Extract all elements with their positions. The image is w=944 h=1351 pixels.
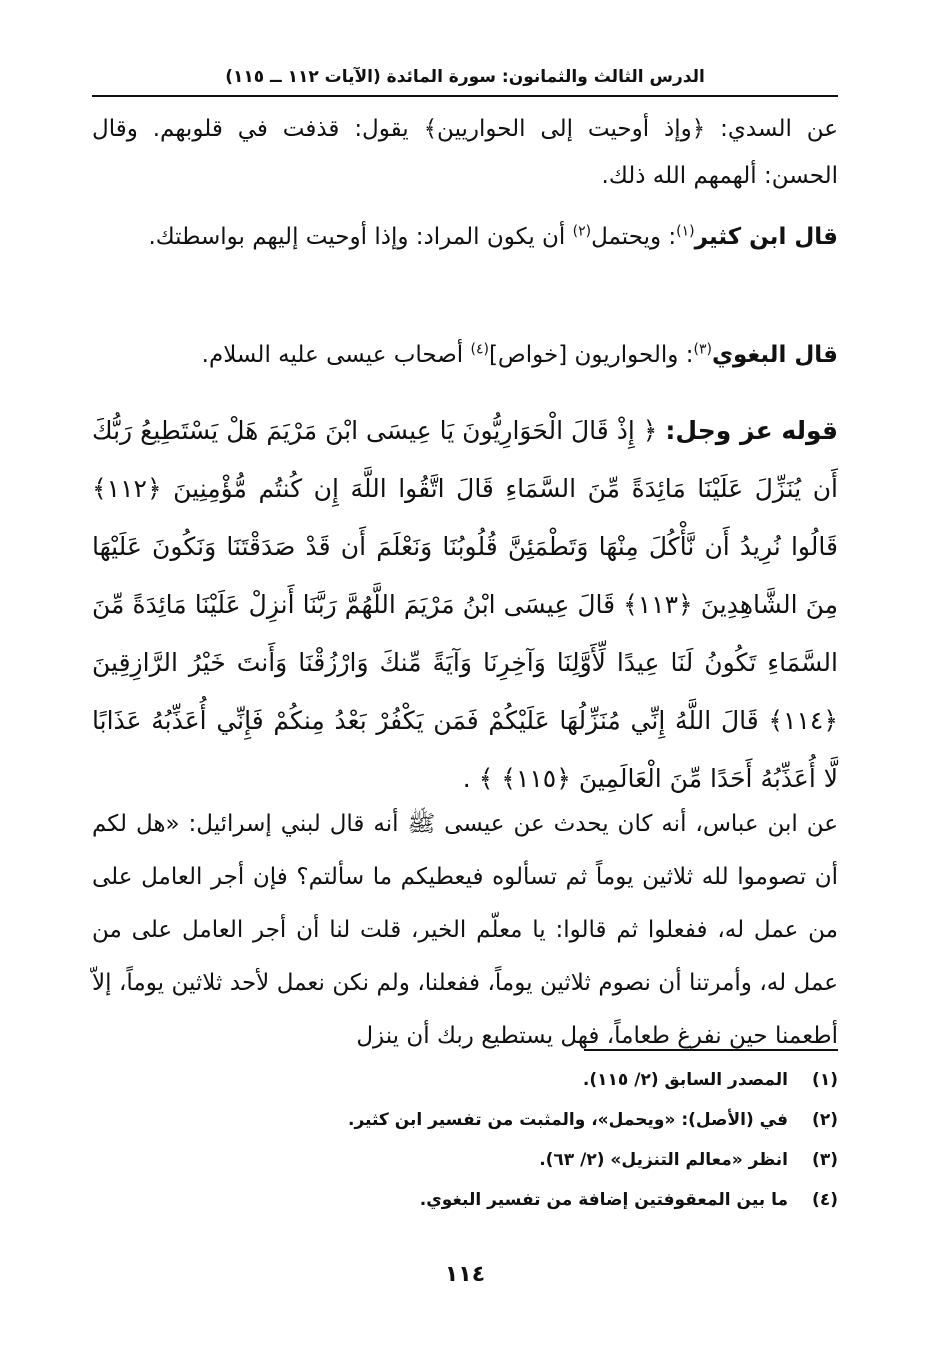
footnote-ref-3[interactable]: (٣) <box>693 341 712 358</box>
quran-verses: ﴿ إِذْ قَالَ الْحَوَارِيُّونَ يَا عِيسَى ابْنَ مَرْيَمَ هَلْ يَسْتَطِيعُ رَبُّكَ أَن يُنَزِّلَ عَلَيْنَا مَائِدَةً مِّنَ السَّمَاءِ قَالَ اتَّقُوا اللَّهَ إِن كُنتُم مُّؤْمِنِينَ ﴿١١٢﴾ قَالُوا نُرِيدُ أَن نَّأْكُلَ مِنْهَا وَتَطْمَئِنَّ قُلُوبُنَا وَنَعْلَمَ أَن قَدْ صَدَقْتَنَا وَنَكُونَ عَلَيْهَا مِنَ الشَّاهِدِينَ ﴿١١٣﴾ قَالَ عِيسَى ابْنُ مَرْيَمَ اللَّهُمَّ رَبَّنَا أَنزِلْ عَلَيْنَا مَائِدَةً مِّنَ السَّمَاءِ تَكُونُ لَنَا عِيدًا لِّأَوَّلِنَا وَآخِرِنَا وَآيَةً مِّنكَ وَارْزُقْنَا وَأَنتَ خَيْرُ الرَّازِقِينَ ﴿١١٤﴾ قَالَ اللَّهُ إِنِّي مُنَزِّلُهَا عَلَيْكُمْ فَمَن يَكْفُرْ بَعْدُ مِنكُمْ فَإِنِّي أُعَذِّبُهُ عَذَابًا لَّا أُعَذِّبُهُ أَحَدًا مِّنَ الْعَالَمِينَ ﴿١١٥﴾ ﴾ . <box>92 416 838 793</box>
footnote-item <box>92 1100 838 1140</box>
running-header: الدرس الثالث والثمانون: سورة المائدة (الآيات ١١٢ ــ ١١٥) <box>225 67 705 87</box>
quran-verses-paragraph <box>92 402 838 808</box>
footnotes <box>92 1060 838 1220</box>
footnote-number: (٤) <box>812 1190 838 1210</box>
paragraph-ibn-kathir <box>92 211 838 264</box>
footnote-number: (٣) <box>812 1150 838 1170</box>
baghawi-label: قال البغوي <box>711 342 838 368</box>
ibn-kathir-label: قال ابن كثير <box>694 224 838 250</box>
verses-lead: قوله عز وجل: <box>665 416 838 445</box>
footnote-number: (١) <box>812 1070 838 1090</box>
header-rule <box>92 95 838 97</box>
paragraph-ibn-abbas: عن ابن عباس، أنه كان يحدث عن عيسى ﷺ أنه قال لبني إسرائيل: «هل لكم أن تصوموا لله ثلاثين يوماً ثم تسألوه فيعطيكم ما سألتم؟ فإن أجر العامل على من عمل له، ففعلوا ثم قالوا: يا معلّم الخير، قلت لنا أن أجر العامل على من عمل له، وأمرتنا أن نصوم ثلاثين يوماً، ففعلنا، ولم نكن نعمل لأحد ثلاثين يوماً، إلاّ أطعمنا حين نفرغ طعاماً، فهل يستطيع ربك أن ينزل <box>92 811 838 1049</box>
footnote-ref-2[interactable]: (٢) <box>572 223 592 240</box>
footnote-text: انظر «معالم التنزيل» (٢/ ٦٣). <box>539 1150 788 1170</box>
ibn-kathir-text-b: أن يكون المراد: وإذا أوحيت إليهم بواسطتك. <box>148 224 573 250</box>
footnote-ref-1[interactable]: (١) <box>676 223 695 240</box>
baghawi-text-a: : والحواريون [خواص] <box>488 342 694 368</box>
ibn-kathir-text-a: : ويحتمل <box>591 224 677 250</box>
page-number: ١١٤ <box>444 1262 486 1287</box>
footnote-text: ما بين المعقوفتين إضافة من تفسير البغوي. <box>419 1190 788 1210</box>
paragraph-suddi: عن السدي: ﴿وإذ أوحيت إلى الحواريين﴾ يقول: قذفت في قلوبهم. وقال الحسن: ألهمهم الله ذلك. <box>92 116 838 189</box>
footnote-item <box>92 1140 838 1180</box>
footnote-item <box>92 1060 838 1100</box>
footnote-number: (٢) <box>812 1110 838 1130</box>
paragraph-baghawi <box>92 333 838 377</box>
footnote-ref-4[interactable]: (٤) <box>470 341 489 358</box>
footnote-rule <box>584 1049 838 1051</box>
footnote-text: المصدر السابق (٢/ ١١٥). <box>582 1070 788 1090</box>
footnote-item <box>92 1180 838 1220</box>
footnote-text: في (الأصل): «ويحمل»، والمثبت من تفسير ابن كثير. <box>348 1110 788 1130</box>
baghawi-text-b: أصحاب عيسى عليه السلام. <box>201 342 471 368</box>
